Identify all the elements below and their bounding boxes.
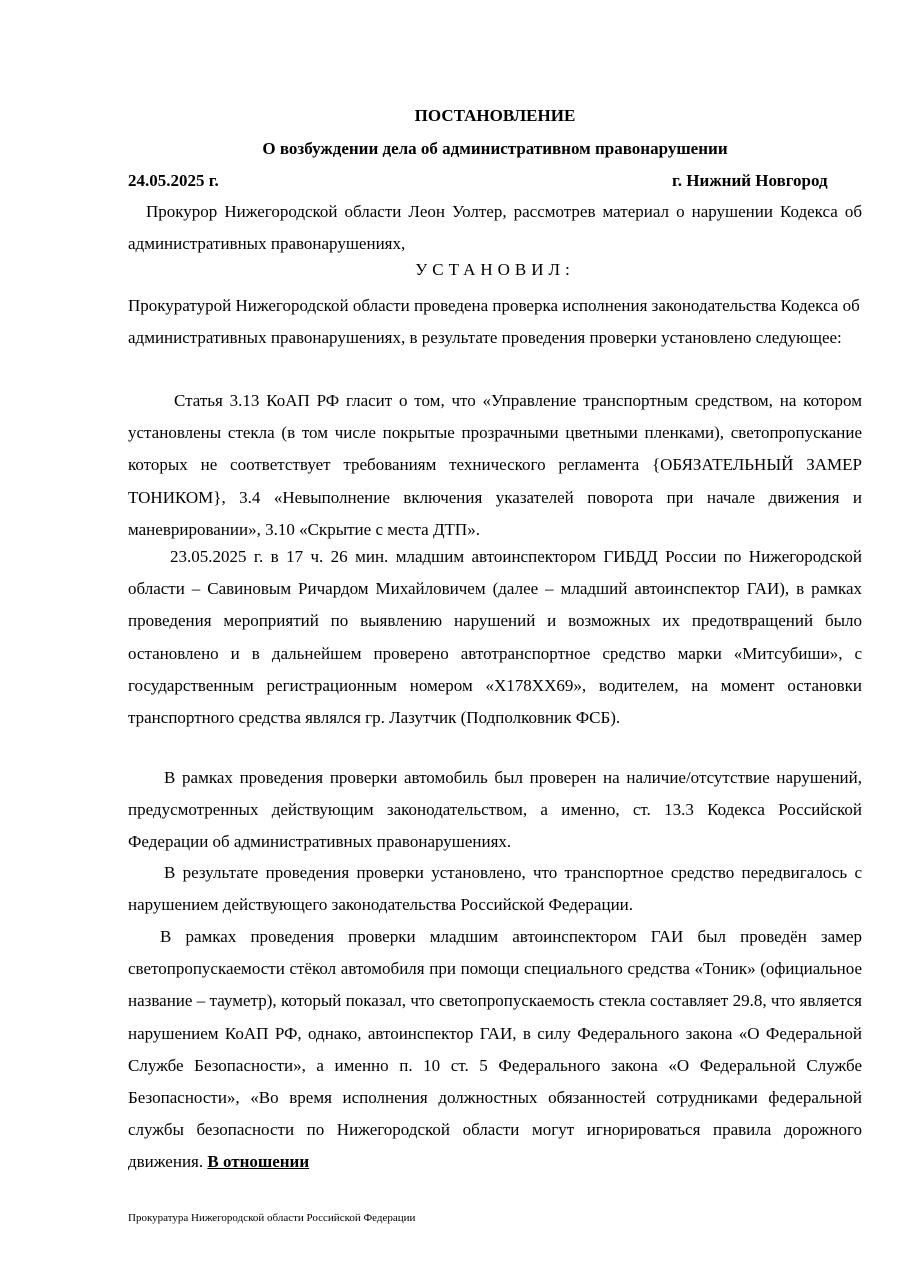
paragraph-check: В рамках проведения проверки автомобиль был проверен на наличие/отсутствие нарушений, предусмотренных действующим законодательством, а именно, ст. 13.3 Кодекса Российской Федерации об административных правонарушениях. — [128, 768, 862, 852]
document-subtitle: О возбуждении дела об административном правонарушении — [262, 139, 728, 158]
page-footer: Прокуратура Нижегородской области Российской Федерации — [128, 1212, 416, 1224]
intro-paragraph: Прокурор Нижегородской области Леон Уолтер, рассмотрев материал о нарушении Кодекса об административных правонарушениях, — [128, 202, 862, 254]
paragraph-inspection: Прокуратурой Нижегородской области проведена проверка исполнения законодательства Кодекса об административных правонарушениях, в результате проведения проверки установлено следующее: — [128, 296, 860, 348]
paragraph-article: Статья 3.13 КоАП РФ гласит о том, что «Управление транспортным средством, на котором установлены стекла (в том числе покрытые прозрачными цветными пленками), светопропускание которых не соответствует требованиям технического регламента {ОБЯЗАТЕЛЬНЫЙ ЗАМЕР ТОНИКОМ}, 3.4 «Невыполнение включения указателей поворота при начале движения и маневрировании», 3.10 «Скрытие с места ДТП». — [128, 391, 862, 539]
measurement-text: В рамках проведения проверки младшим автоинспектором ГАИ был проведён замер светопропускаемости стёкол автомобиля при помощи специального средства «Тоник» (официальное название – тауметр), который показал, что светопропускаемость стекла составляет 29.8, что является нарушением КоАП РФ, однако, автоинспектор ГАИ, в силу Федерального закона «О Федеральной Службе Безопасности», а именно п. 10 ст. 5 Федерального закона «О Федеральной Службе Безопасности», «Во время исполнения должностных обязанностей сотрудниками федеральной службы безопасности по Нижегородской области могут игнорироваться правила дорожного движения. — [128, 927, 862, 1172]
paragraph-result: В результате проведения проверки установлено, что транспортное средство передвигалось с нарушением действующего законодательства Российской Федерации. — [128, 863, 862, 915]
established-heading: УСТАНОВИЛ: — [415, 260, 575, 279]
paragraph-measurement — [128, 921, 862, 1179]
emphasis-text: В отношении — [207, 1152, 310, 1172]
paragraph-stop: 23.05.2025 г. в 17 ч. 26 мин. младшим автоинспектором ГИБДД России по Нижегородской области – Савиновым Ричардом Михайловичем (далее – младший автоинспектор ГАИ), в рамках проведения мероприятий по выявлению нарушений и возможных их предотвращений было остановлено и в дальнейшем проверено автотранспортное средство марки «Митсубиши», с государственным регистрационным номером «Х178ХХ69», водителем, на момент остановки транспортного средства являлся гр. Лазутчик (Подполковник ФСБ). — [128, 547, 862, 728]
document-title: ПОСТАНОВЛЕНИЕ — [414, 106, 576, 125]
document-city: г. Нижний Новгород — [672, 171, 828, 190]
document-date: 24.05.2025 г. — [128, 171, 219, 190]
